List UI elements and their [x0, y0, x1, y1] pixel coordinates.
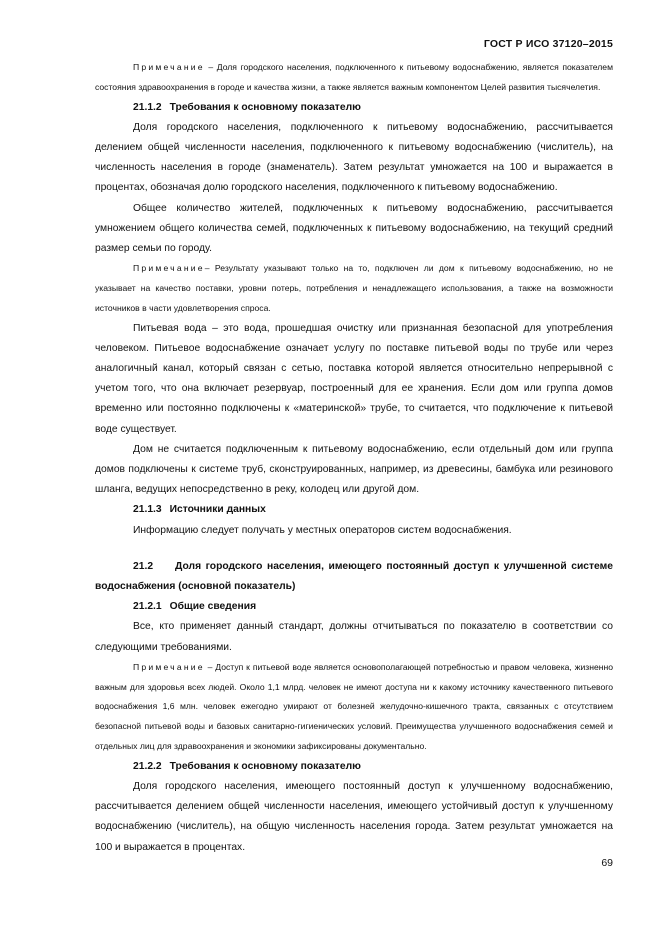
body-paragraph: Дом не считается подключенным к питьевому водоснабжению, если отдельный дом или группа домов подключены к системе труб, сконструированных, например, из древесины, бамбука или резинового шланга, ведущих непосредственно в реку, колодец или другой дом. — [95, 443, 613, 496]
section-heading — [95, 557, 613, 597]
section-title: Доля городского населения, имеющего постоянный доступ к улучшенной системе водоснабжения (основной показатель) — [95, 560, 613, 593]
heading-number: 21.2.1 — [133, 601, 162, 613]
note-paragraph — [95, 259, 613, 318]
subsection-heading — [95, 500, 613, 520]
heading-number: 21.1.3 — [133, 504, 162, 516]
heading-title: Требования к основному показателю — [169, 101, 361, 113]
note-label: Примечание — [133, 661, 205, 672]
subsection-heading — [95, 757, 613, 777]
subsection-heading — [95, 597, 613, 617]
note-paragraph — [95, 658, 613, 757]
body-paragraph: Информацию следует получать у местных операторов систем водоснабжения. — [133, 524, 512, 536]
body-paragraph: Доля городского населения, подключенного к питьевому водоснабжению, рассчитывается делением общей численности населения, подключенного к питьевому водоснабжению (числитель), на численность населения в городе (знаменатель). Затем результат умножается на 100 и выражается в процентах, обозначая долю городского населения, подключенного к питьевому водоснабжению. — [95, 121, 613, 194]
heading-number: 21.2.2 — [133, 760, 162, 772]
heading-title: Общие сведения — [169, 601, 257, 613]
body-paragraph: Общее количество жителей, подключенных к питьевому водоснабжению, рассчитывается умножением общего количества семей, подключенных к питьевому водоснабжению, на текущий средний размер семьи по городу. — [95, 202, 613, 255]
heading-title: Источники данных — [169, 504, 266, 516]
note-text: – Доступ к питьевой воде является основополагающей потребностью и правом человека, жизненно важным для здоровья всех людей. Около 1,1 млрд. человек не имеют доступа ни к какому источнику качественного питьевого водоснабжения 1,6 млн. человек ежегодно умирают от болезней желудочно-кишечного тракта, связанных с отсутствием безопасной питьевой воды и базовых санитарно-гигиенических условий. Преимущества улучшенного водоснабжения семей и отдельных лиц для здравоохранения и экономики зафиксированы документально. — [95, 661, 613, 752]
body-paragraph: Питьевая вода – это вода, прошедшая очистку или признанная безопасной для употребления человеком. Питьевое водоснабжение означает услугу по поставке питьевой воды по трубе или через аналогичный канал, который связан с сетью, поставка которой является относительно непрерывной с учетом того, что она включает резервуар, построенный для ее хранения. Если дом или группа домов временно или постоянно подключены к «материнской» трубе, то считается, что подключение к питьевой воде существует. — [95, 322, 613, 435]
body-paragraph: Все, кто применяет данный стандарт, должны отчитываться по показателю в соответствии со следующими требованиями. — [95, 621, 613, 653]
heading-title: Требования к основному показателю — [169, 760, 361, 772]
section-spacer — [95, 541, 613, 557]
section-number: 21.2 — [133, 560, 154, 572]
document-body — [95, 58, 613, 858]
note-paragraph — [95, 58, 613, 98]
note-text: – Результату указывают только на то, подключен ли дом к питьевому водоснабжению, но не указывает на качество поставки, уровни потерь, потребления и ненадлежащего использования, а также на возможности источников в части удовлетворения спроса. — [95, 263, 613, 313]
heading-number: 21.1.2 — [133, 101, 162, 113]
note-text: – Доля городского населения, подключенного к питьевому водоснабжению, является показателем состояния здравоохранения в городе и качества жизни, а также является важным компонентом Целей развития тысячелетия. — [95, 62, 613, 92]
body-paragraph: Доля городского населения, имеющего постоянный доступ к улучшенному водоснабжению, рассчитывается делением общей численности населения, имеющего устойчивый доступ к улучшенному водоснабжению (числитель), на общую численность населения города. Затем результат умножается на 100 и выражается в процентах. — [95, 781, 613, 853]
note-label: Примечание — [133, 62, 205, 72]
page-number: 69 — [601, 857, 613, 869]
note-label: Примечание — [133, 263, 205, 274]
subsection-heading — [95, 98, 613, 118]
document-header: ГОСТ Р ИСО 37120–2015 — [483, 38, 613, 50]
